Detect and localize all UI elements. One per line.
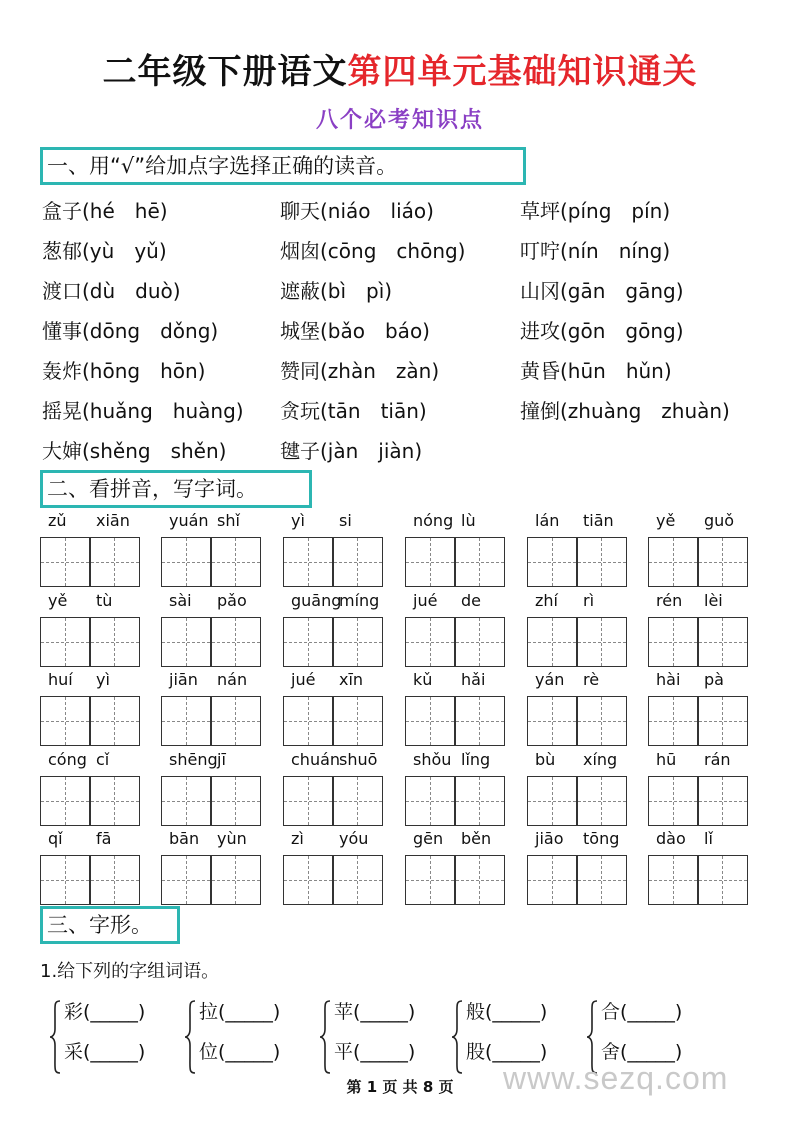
writing-boxes[interactable] (405, 617, 505, 667)
pinyin-syllable: yì (96, 670, 110, 689)
writing-boxes[interactable] (40, 617, 140, 667)
pronunciation-item: 贪玩(tān tiān) (280, 399, 427, 423)
writing-boxes[interactable] (648, 696, 748, 746)
pinyin-syllable: tiān (583, 511, 614, 530)
pronunciation-item: 大婶(shěng shěn) (42, 439, 227, 463)
pronunciation-item: 渡口(dù duò) (42, 279, 181, 303)
pinyin-syllable: zhí (535, 590, 558, 610)
pinyin-syllable: jiān (169, 670, 198, 689)
pinyin-label (161, 511, 261, 533)
pronunciation-item: 黄昏(hūn hǔn) (520, 359, 672, 383)
word-blank[interactable]: 采(_____) (64, 1041, 146, 1063)
word-blank[interactable]: 股(_____) (466, 1041, 548, 1063)
page-subtitle: 八个必考知识点 (315, 108, 484, 133)
pinyin-syllable: yě (656, 511, 676, 530)
writing-boxes[interactable] (161, 855, 261, 905)
pinyin-syllable: hǎi (461, 670, 486, 689)
pinyin-syllable: huí (48, 670, 73, 689)
pinyin-syllable: tōng (583, 829, 620, 848)
word-blank[interactable]: 合(_____) (601, 1001, 683, 1023)
pinyin-syllable: yě (48, 590, 68, 610)
word-blank[interactable]: 拉(_____) (199, 1001, 281, 1023)
pinyin-label (40, 511, 140, 533)
pinyin-syllable: rì (583, 590, 595, 610)
pinyin-label (648, 750, 748, 772)
pinyin-label (405, 670, 505, 692)
pinyin-label (405, 750, 505, 772)
pinyin-syllable: dào (656, 829, 686, 848)
brace-icon (48, 997, 62, 1077)
section3-subheading: 1.给下列的字组词语。 (40, 961, 220, 982)
pinyin-label (527, 750, 627, 772)
pinyin-label (283, 591, 383, 613)
pinyin-label (527, 511, 627, 533)
pinyin-label (527, 829, 627, 851)
writing-boxes[interactable] (648, 537, 748, 587)
pinyin-syllable: míng (339, 590, 380, 610)
brace-icon (450, 997, 464, 1077)
pinyin-syllable: zì (291, 829, 304, 848)
pinyin-syllable: xiān (96, 511, 130, 530)
pronunciation-item: 草坪(píng pín) (520, 199, 671, 223)
writing-boxes[interactable] (648, 776, 748, 826)
writing-boxes[interactable] (405, 537, 505, 587)
pronunciation-item: 聊天(niáo liáo) (280, 199, 434, 223)
writing-boxes[interactable] (527, 617, 627, 667)
pinyin-syllable: lán (535, 511, 560, 530)
pinyin-syllable: jué (291, 670, 316, 689)
pinyin-label (405, 511, 505, 533)
title-part2: 第四单元基础知识通关 (347, 52, 698, 92)
pinyin-syllable: lù (461, 511, 476, 530)
word-blank[interactable]: 位(_____) (199, 1041, 281, 1063)
writing-boxes[interactable] (40, 696, 140, 746)
pinyin-syllable: yùn (217, 829, 247, 848)
pronunciation-item: 盒子(hé hē) (42, 199, 168, 223)
pinyin-label (161, 591, 261, 613)
pinyin-label (648, 591, 748, 613)
brace-icon (183, 997, 197, 1077)
pinyin-label (283, 829, 383, 851)
pinyin-label (161, 829, 261, 851)
pinyin-syllable: gēn (413, 829, 444, 848)
writing-boxes[interactable] (40, 537, 140, 587)
writing-boxes[interactable] (283, 776, 383, 826)
pinyin-label (405, 591, 505, 613)
pinyin-syllable: rén (656, 590, 683, 610)
pinyin-syllable: běn (461, 829, 492, 848)
word-blank[interactable]: 舍(_____) (601, 1041, 683, 1063)
pinyin-syllable: yuán (169, 511, 209, 530)
pronunciation-item: 叮咛(nín níng) (520, 239, 671, 263)
writing-boxes[interactable] (527, 855, 627, 905)
writing-boxes[interactable] (161, 617, 261, 667)
pinyin-syllable: rán (704, 749, 731, 769)
writing-boxes[interactable] (283, 537, 383, 587)
title-part1: 二年级下册语文 (102, 52, 348, 92)
pronunciation-item: 烟囱(cōng chōng) (280, 239, 466, 263)
writing-boxes[interactable] (527, 776, 627, 826)
pinyin-label (648, 670, 748, 692)
brace-icon (318, 997, 332, 1077)
pronunciation-item: 城堡(bǎo báo) (280, 319, 430, 343)
pinyin-label (648, 829, 748, 851)
pinyin-syllable: si (339, 511, 352, 530)
pronunciation-item: 懂事(dōng dǒng) (42, 319, 219, 343)
pinyin-label (648, 511, 748, 533)
writing-boxes[interactable] (283, 696, 383, 746)
pinyin-syllable: shǐ (217, 511, 240, 530)
pinyin-syllable: jué (413, 590, 438, 610)
pronunciation-item: 遮蔽(bì pì) (280, 279, 393, 303)
page-footer: 第 1 页 共 8 页 (346, 1078, 454, 1096)
writing-boxes[interactable] (527, 537, 627, 587)
pinyin-label (527, 670, 627, 692)
writing-boxes[interactable] (405, 855, 505, 905)
pinyin-label (40, 591, 140, 613)
pronunciation-item: 山冈(gān gāng) (520, 279, 684, 303)
pinyin-syllable: xīn (339, 670, 364, 689)
pinyin-syllable: shuō (339, 749, 378, 769)
pinyin-syllable: lèi (704, 590, 723, 610)
pinyin-syllable: zǔ (48, 511, 67, 530)
pinyin-label (527, 591, 627, 613)
writing-boxes[interactable] (648, 617, 748, 667)
pinyin-syllable: fā (96, 829, 112, 848)
pinyin-syllable: pà (704, 670, 724, 689)
pinyin-syllable: nán (217, 670, 248, 689)
pinyin-syllable: shǒu (413, 749, 452, 769)
writing-boxes[interactable] (161, 537, 261, 587)
pinyin-syllable: xíng (583, 749, 618, 769)
pinyin-label (283, 670, 383, 692)
writing-boxes[interactable] (40, 776, 140, 826)
pinyin-label (161, 750, 261, 772)
writing-boxes[interactable] (283, 617, 383, 667)
pinyin-syllable: rè (583, 670, 600, 689)
section3-heading: 三、字形。 (40, 906, 180, 944)
pinyin-syllable: lǐ (704, 829, 713, 848)
pinyin-syllable: hū (656, 749, 677, 769)
section1-heading: 一、用“√”给加点字选择正确的读音。 (40, 147, 526, 185)
pinyin-syllable: nóng (413, 511, 454, 530)
word-blank[interactable]: 苹(_____) (334, 1001, 416, 1023)
pinyin-syllable: lǐng (461, 749, 491, 769)
pinyin-label (161, 670, 261, 692)
pinyin-syllable: tù (96, 590, 113, 610)
watermark: www.sezq.com (503, 1060, 729, 1096)
pinyin-syllable: pǎo (217, 590, 247, 610)
pinyin-label (405, 829, 505, 851)
word-blank[interactable]: 彩(_____) (64, 1001, 146, 1023)
pinyin-syllable: chuán (291, 749, 341, 769)
writing-boxes[interactable] (283, 855, 383, 905)
pinyin-syllable: hài (656, 670, 681, 689)
pinyin-syllable: yóu (339, 829, 369, 848)
pinyin-syllable: de (461, 590, 481, 610)
pinyin-syllable: bān (169, 829, 200, 848)
pinyin-label (40, 670, 140, 692)
word-blank[interactable]: 平(_____) (334, 1041, 416, 1063)
pinyin-label (283, 511, 383, 533)
section2-heading: 二、看拼音，写字词。 (40, 470, 312, 508)
pronunciation-item: 葱郁(yù yǔ) (42, 239, 167, 263)
writing-boxes[interactable] (648, 855, 748, 905)
writing-boxes[interactable] (405, 696, 505, 746)
pinyin-syllable: yán (535, 670, 565, 689)
pinyin-syllable: jiāo (535, 829, 564, 848)
pinyin-syllable: guāng (291, 590, 342, 610)
pronunciation-item: 摇晃(huǎng huàng) (42, 399, 244, 423)
writing-boxes[interactable] (40, 855, 140, 905)
pronunciation-item: 毽子(jàn jiàn) (280, 439, 423, 463)
pinyin-label (40, 750, 140, 772)
pinyin-syllable: jī (217, 749, 226, 769)
pinyin-label (283, 750, 383, 772)
pinyin-syllable: bù (535, 749, 556, 769)
pinyin-syllable: qǐ (48, 829, 63, 848)
pinyin-syllable: sài (169, 590, 192, 610)
writing-boxes[interactable] (527, 696, 627, 746)
pinyin-syllable: shēng (169, 749, 218, 769)
writing-boxes[interactable] (161, 776, 261, 826)
pinyin-syllable: cǐ (96, 749, 110, 769)
pinyin-label (40, 829, 140, 851)
pronunciation-item: 撞倒(zhuàng zhuàn) (520, 399, 730, 423)
writing-boxes[interactable] (405, 776, 505, 826)
page-title (0, 44, 800, 93)
word-blank[interactable]: 般(_____) (466, 1001, 548, 1023)
pinyin-syllable: kǔ (413, 670, 433, 689)
pronunciation-item: 赞同(zhàn zàn) (280, 359, 440, 383)
pronunciation-item: 进攻(gōn gōng) (520, 319, 684, 343)
pinyin-syllable: cóng (48, 749, 87, 769)
pinyin-syllable: yì (291, 511, 305, 530)
pinyin-syllable: guǒ (704, 511, 735, 530)
pronunciation-item: 轰炸(hōng hōn) (42, 359, 206, 383)
writing-boxes[interactable] (161, 696, 261, 746)
